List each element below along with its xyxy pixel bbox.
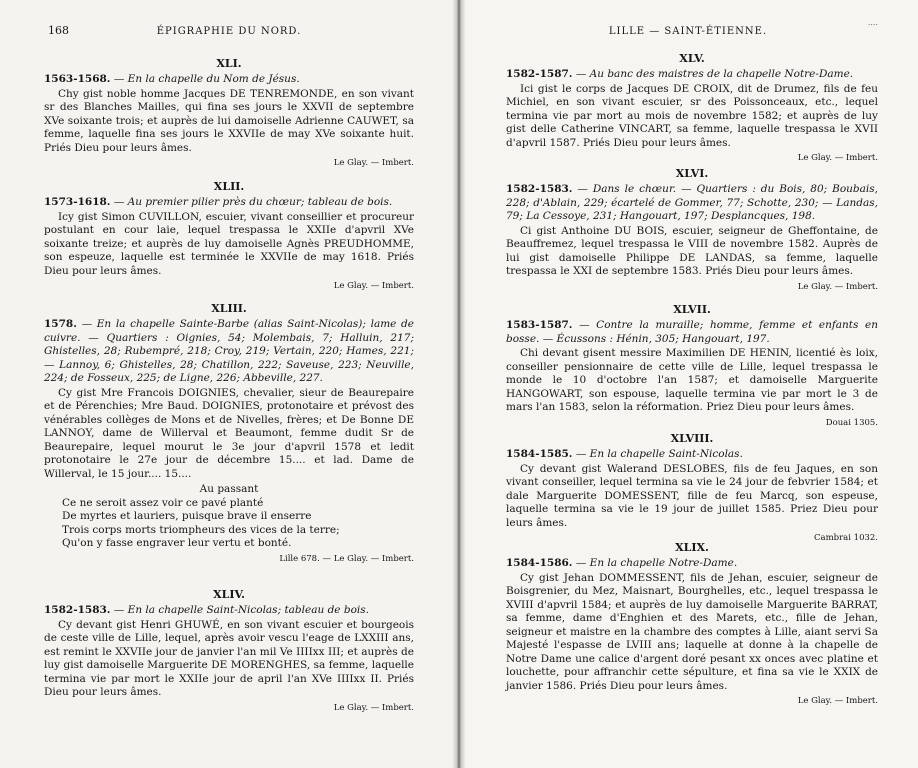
entry-text: Cy devant gist Henri GHUWÉ, en son vivant escuier et bourgeois de ceste ville de Lille, lequel, après avoir vescu l'eage de LXXIII ans, est remint le XXVIIe jour de janvier l'an mil Ve IIIIxx III; et auprès de luy gist damoiselle Marguerite DE MORENGHES, sa femme, laquelle termina vie par mort le XXIIe jour de april l'an XVe IIIIxx II. Priés Dieu pour leurs âmes. <box>44 618 414 698</box>
entry-text: Cy gist Mre Francois DOIGNIES, chevalier, sieur de Beaurepaire et de Pérenchies; Mre Baud. DOIGNIES, protonotaire et prévost des vénérables collèges de Mons et de Nivelles, frères; et De Bonne DE LANNOY, dame de Willerval et Beaumont, femme dudit Sr de Beaurepaire, lequel mourut le 3e jour d'apvril 1578 et ledit protonotaire le 27e jour de décembre 15.... et lad. Dame de Willerval, le 15 jour.... 15.... <box>44 386 414 480</box>
entry-xliv <box>44 588 414 714</box>
entry-location: — Dans le chœur. — Quartiers : du Bois, 80; Boubais, 228; d'Ablain, 229; écartelé de Gommer, 77; Schotte, 230; — Landas, 79; La Cessoye, 231; Hangouart, 197; Desplancques, 198. <box>506 183 878 222</box>
entry-location: — En la chapelle Sainte-Barbe (alias Saint-Nicolas); lame de cuivre. — Quartiers : Oignies, 54; Molembais, 7; Halluin, 217; Ghistelles, 28; Rubempré, 218; Croy, 219; Vertain, 220; Hames, 221; — Lannoy, 6; Ghistelles, 28; Chatillon, 222; Saveuse, 223; Neuville, 224; de Fosseux, 225; de Ligne, 226; Abbeville, 227. <box>44 318 414 384</box>
page-number: 168 <box>48 24 69 37</box>
entry-number: XLII. <box>213 180 245 193</box>
entry-number: XLI. <box>216 57 242 70</box>
entry-location: — En la chapelle Notre-Dame. <box>575 557 738 569</box>
entry-source: Le Glay. — Imbert. <box>797 281 878 292</box>
running-head-right: LILLE — SAINT-ÉTIENNE. <box>608 26 768 37</box>
poem-line: Qu'on y fasse engraver leur vertu et bonté. <box>62 537 292 549</box>
entry-text: Cy devant gist Walerand DESLOBES, fils de feu Jaques, en son vivant conseiller, lequel termina sa vie le 24 jour de febvrier 1584; et dale Marguerite DOMESSENT, fille de feu Marcq, son espeuse, laquelle termina sa vie le 19 jour de juillet 1585. Priez Dieu pour leurs âmes. <box>506 462 878 529</box>
right-page <box>458 0 918 768</box>
entry-number: XLIX. <box>675 541 709 554</box>
entry-heading <box>506 448 878 462</box>
entry-heading <box>44 196 414 210</box>
poem-title: Au passant <box>199 483 259 495</box>
entry-heading <box>506 319 878 346</box>
corner-mark: .... <box>867 18 878 27</box>
entry-heading <box>506 183 878 224</box>
entry-number: XLVII. <box>673 303 711 316</box>
entry-number: XLV. <box>679 52 705 65</box>
entry-xlvii <box>506 303 878 429</box>
entry-date: 1573-1618. <box>44 196 111 208</box>
entry-location: — Au banc des maistres de la chapelle Notre-Dame. <box>575 68 854 80</box>
entry-number: XLVIII. <box>670 432 714 445</box>
entry-heading <box>44 73 414 87</box>
entry-date: 1563-1568. <box>44 73 111 85</box>
entry-xli <box>44 57 414 169</box>
entry-xlii <box>44 180 414 292</box>
entry-text: Cy gist Jehan DOMMESSENT, fils de Jehan, escuier, seigneur de Boisgrenier, du Mez, Maisnart, Bourghelles, etc., lequel trespassa le XVIII d'apvril 1584; et auprès de luy damoiselle Marguerite BARRAT, sa femme, dame d'Enghien et des Marets, etc., fille de Jehan, seigneur et maistre en la chambre des comptes à Lille, aiant servi Sa Majesté l'espasse de LVIII ans; laquelle at donne à la chapelle de Notre Dame une calice d'argent doré pesant xx onces avec platine et louchette, pour affranchir cette sépulture, et fina sa vie le XXIX de janvier 1586. Priés Dieu pour leurs âmes. <box>506 571 878 692</box>
poem-line: De myrtes et lauriers, puisque brave il enserre <box>62 510 312 522</box>
entry-source: Le Glay. — Imbert. <box>333 158 414 168</box>
entry-source: Douai 1305. <box>825 417 878 428</box>
entry-location: — Au premier pilier près du chœur; tableau de bois. <box>113 196 393 208</box>
entry-date: 1584-1585. <box>506 448 573 460</box>
running-head-left: ÉPIGRAPHIE DU NORD. <box>156 26 302 37</box>
entry-source: Le Glay. — Imbert. <box>797 696 878 706</box>
entry-xliii <box>44 302 414 565</box>
poem <box>44 483 414 551</box>
poem-line: Ce ne seroit assez voir ce pavé planté <box>62 496 264 509</box>
entry-date: 1582-1587. <box>506 68 573 80</box>
entry-heading <box>44 604 414 618</box>
entry-text: Icy gist Simon CUVILLON, escuier, vivant conseillier et procureur postulant en cour laie, lequel trespassa le XXIIe d'apvril XVe soixante treize; et auprès de luy damoiselle Agnès PREUDHOMME, son espeuze, laquelle est terminée le XXVIIe de may 1618. Priés Dieu pour leurs âmes. <box>44 210 414 277</box>
entry-text: Chy gist noble homme Jacques DE TENREMONDE, en son vivant sr des Blanches Mailles, qui fina ses jours le XXVII de septembre XVe soixante trois; et auprès de lui damoiselle Adrienne CAUWET, sa femme, laquelle fina ses jours le XXVIIe de may XVe soixante huit. Priés Dieu pour leurs âmes. <box>44 87 414 154</box>
entry-date: 1583-1587. <box>506 319 573 331</box>
book-gutter <box>452 0 466 768</box>
poem-line: Trois corps morts triompheurs des vices de la terre; <box>62 523 340 536</box>
entry-source: Cambrai 1032. <box>814 533 878 543</box>
entry-xlviii <box>506 432 878 544</box>
entry-number: XLIII. <box>211 302 247 315</box>
entry-heading <box>44 318 414 386</box>
entry-heading <box>506 557 878 571</box>
entry-number: XLIV. <box>213 588 245 601</box>
entry-location: — En la chapelle Saint-Nicolas; tableau de bois. <box>113 604 369 616</box>
entry-xlix <box>506 541 878 707</box>
entry-xlvi <box>506 167 878 293</box>
entry-text: Chi devant gisent messire Maximilien DE HENIN, licentié ès loix, conseiller pensionnaire de cette ville de Lille, lequel trespassa le monde le 10 d'octobre l'an 1587; et damoiselle Marguerite HANGOWART, son espouse, laquelle termina vie par mort le 3 de mars l'an 1583, selon la réformation. Priez Dieu pour leurs âmes. <box>506 347 878 413</box>
entry-date: 1582-1583. <box>506 183 573 195</box>
entry-xlv <box>506 52 878 164</box>
entry-source: Le Glay. — Imbert. <box>333 281 414 291</box>
entry-location: — En la chapelle du Nom de Jésus. <box>113 73 300 85</box>
left-page <box>0 0 458 768</box>
entry-text: Ci gist Anthoine DU BOIS, escuier, seigneur de Gheffontaine, de Beauffremez, lequel trespassa le VIII de novembre 1582. Auprès de lui gist damoiselle Philippe DE LANDAS, sa femme, laquelle trespassa le XXI de septembre 1583. Priés Dieu pour leurs âmes. <box>506 224 878 277</box>
entry-date: 1578. <box>44 318 77 330</box>
entry-location: — En la chapelle Saint-Nicolas. <box>575 448 743 460</box>
entry-location: — Contre la muraille; homme, femme et enfants en bosse. — Écussons : Hénin, 305; Hangouart, 197. <box>506 319 878 345</box>
entry-text: Ici gist le corps de Jacques DE CROIX, dit de Drumez, fils de feu Michiel, en son vivant escuier, sr des Poissonceaux, etc., lequel termina vie par mort au mois de novembre 1582; et auprès de luy gist delle Catherine VINCART, sa femme, laquelle trespassa le XVII d'apvril 1587. Priés Dieu pour leurs âmes. <box>506 82 878 149</box>
entry-source: Le Glay. — Imbert. <box>333 702 414 713</box>
entry-number: XLVI. <box>675 167 709 180</box>
entry-date: 1584-1586. <box>506 557 573 569</box>
entry-source: Lille 678. — Le Glay. — Imbert. <box>279 553 414 564</box>
entry-date: 1582-1583. <box>44 604 111 616</box>
entry-heading <box>506 68 878 82</box>
entry-source: Le Glay. — Imbert. <box>797 153 878 163</box>
